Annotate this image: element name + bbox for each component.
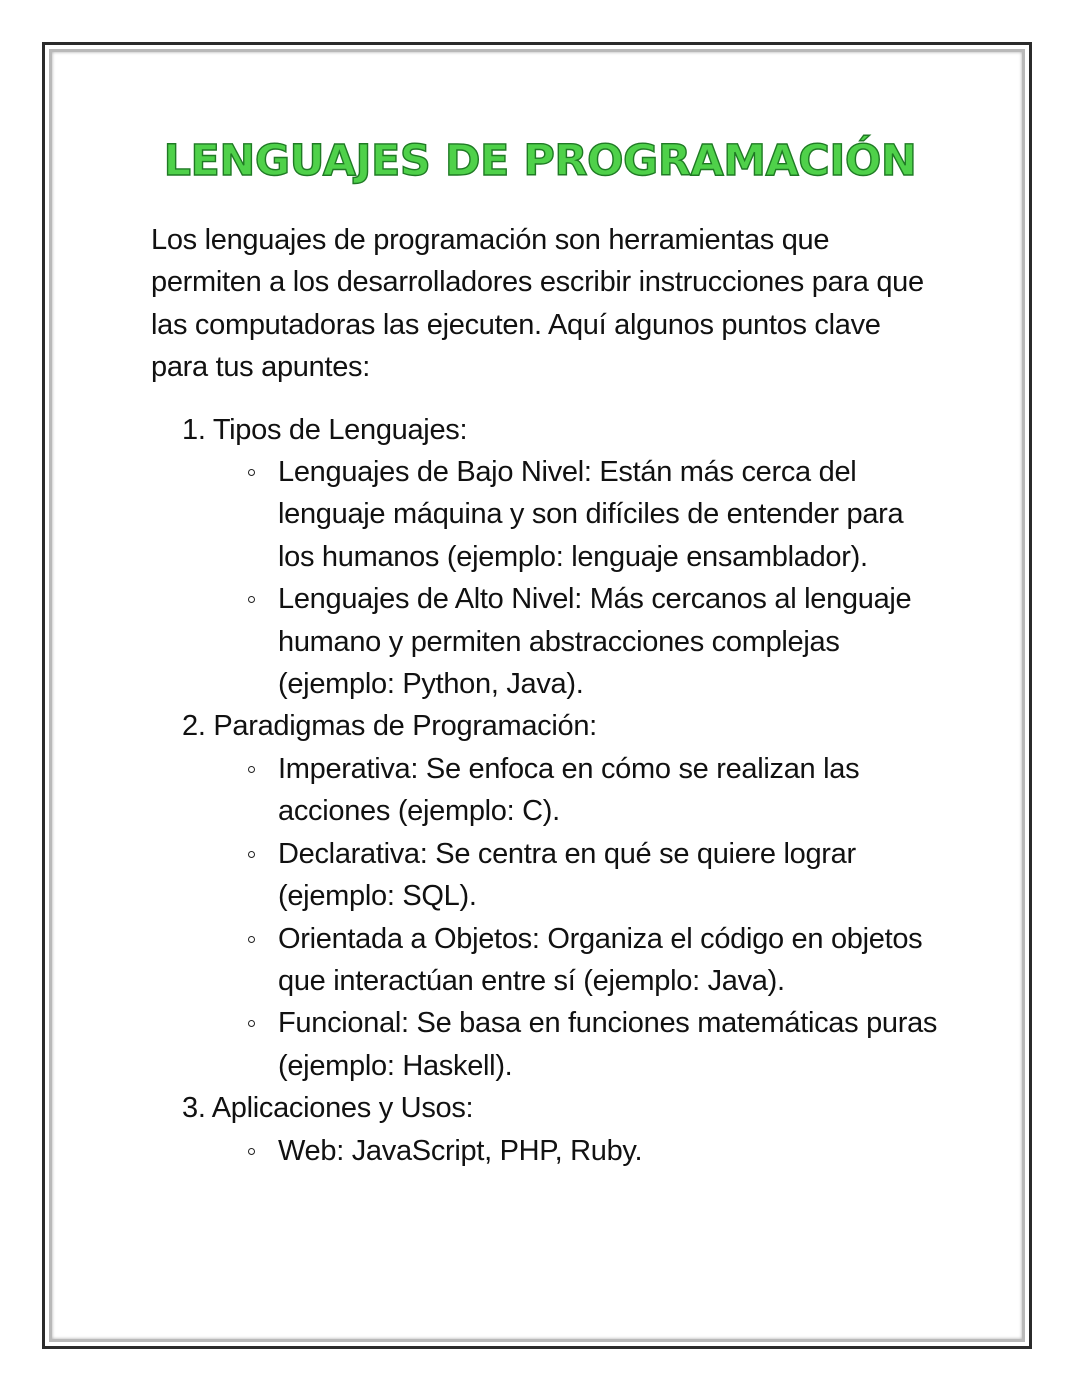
hollow-circle-bullet-icon xyxy=(248,1148,255,1155)
list-item-text: Web: JavaScript, PHP, Ruby. xyxy=(278,1134,643,1167)
list-item xyxy=(151,1130,941,1172)
section-heading: 1. Tipos de Lenguajes: xyxy=(182,413,468,446)
list-item xyxy=(151,918,941,1003)
section-paradigmas xyxy=(151,705,941,1087)
list-item xyxy=(151,833,941,918)
document-body xyxy=(151,219,941,1172)
list-item-text: Lenguajes de Bajo Nivel: Están más cerca del lenguaje máquina y son difíciles de entender para los humanos (ejemplo: lenguaje ensamblador). xyxy=(278,456,904,573)
intro-paragraph: Los lenguajes de programación son herramientas que permiten a los desarrolladores escribir instrucciones para que las computadoras las ejecuten. Aquí algunos puntos clave para tus apuntes: xyxy=(151,224,924,384)
document-title: LENGUAJES DE PROGRAMACIÓN xyxy=(163,136,917,186)
list-item xyxy=(151,451,941,578)
hollow-circle-bullet-icon xyxy=(248,469,255,476)
section-tipos xyxy=(151,409,941,706)
hollow-circle-bullet-icon xyxy=(248,596,255,603)
sections-list xyxy=(151,409,941,1172)
list-item-text: Funcional: Se basa en funciones matemáticas puras (ejemplo: Haskell). xyxy=(278,1007,938,1082)
section-aplicaciones xyxy=(151,1087,941,1172)
section-heading: 3. Aplicaciones y Usos: xyxy=(182,1092,474,1125)
list-item-text: Declarativa: Se centra en qué se quiere lograr (ejemplo: SQL). xyxy=(278,837,856,913)
list-item-text: Imperativa: Se enfoca en cómo se realizan las acciones (ejemplo: C). xyxy=(278,752,860,828)
list-item-text: Orientada a Objetos: Organiza el código en objetos que interactúan entre sí (ejemplo: Java). xyxy=(278,922,923,997)
bullet-list xyxy=(151,1130,941,1172)
hollow-circle-bullet-icon xyxy=(248,936,255,943)
hollow-circle-bullet-icon xyxy=(248,851,255,858)
list-item xyxy=(151,1002,941,1087)
bullet-list xyxy=(151,748,941,1087)
list-item xyxy=(151,578,941,705)
section-heading: 2. Paradigmas de Programación: xyxy=(182,710,597,743)
list-item xyxy=(151,748,941,833)
hollow-circle-bullet-icon xyxy=(248,1020,255,1027)
bullet-list xyxy=(151,451,941,705)
list-item-text: Lenguajes de Alto Nivel: Más cercanos al lenguaje humano y permiten abstracciones complejas (ejemplo: Python, Java). xyxy=(278,583,912,701)
hollow-circle-bullet-icon xyxy=(248,766,255,773)
